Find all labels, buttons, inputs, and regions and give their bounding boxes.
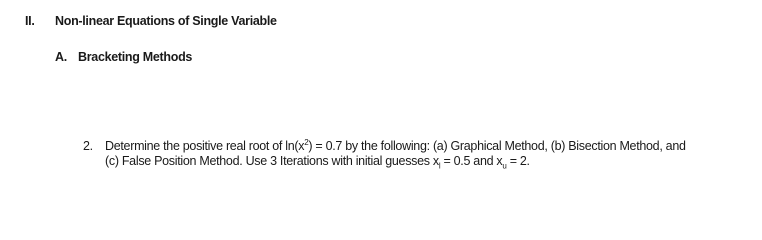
problem-line-1: [105, 139, 755, 154]
problem-text: [105, 139, 755, 169]
subscript-upper: u: [502, 161, 507, 171]
subsection-title: Bracketing Methods: [78, 50, 193, 64]
problem-number: 2.: [83, 139, 93, 153]
exponent: 2: [304, 137, 309, 147]
subscript-lower: l: [438, 161, 441, 171]
problem-text-part: (c) False Position Method. Use 3 Iterations with initial guesses x: [105, 154, 439, 168]
problem-text-part: = 0.5 and x: [440, 154, 503, 168]
section-title: Non-linear Equations of Single Variable: [55, 14, 277, 28]
problem-text-part: Determine the positive real root of ln(x: [105, 139, 305, 153]
section-numeral: II.: [25, 14, 35, 28]
problem-text-part: ) = 0.7 by the following: (a) Graphical Method, (b) Bisection Method, and: [308, 139, 686, 153]
problem-line-2: [105, 154, 755, 169]
subsection-letter: A.: [55, 50, 67, 64]
problem-text-part: = 2.: [506, 154, 530, 168]
